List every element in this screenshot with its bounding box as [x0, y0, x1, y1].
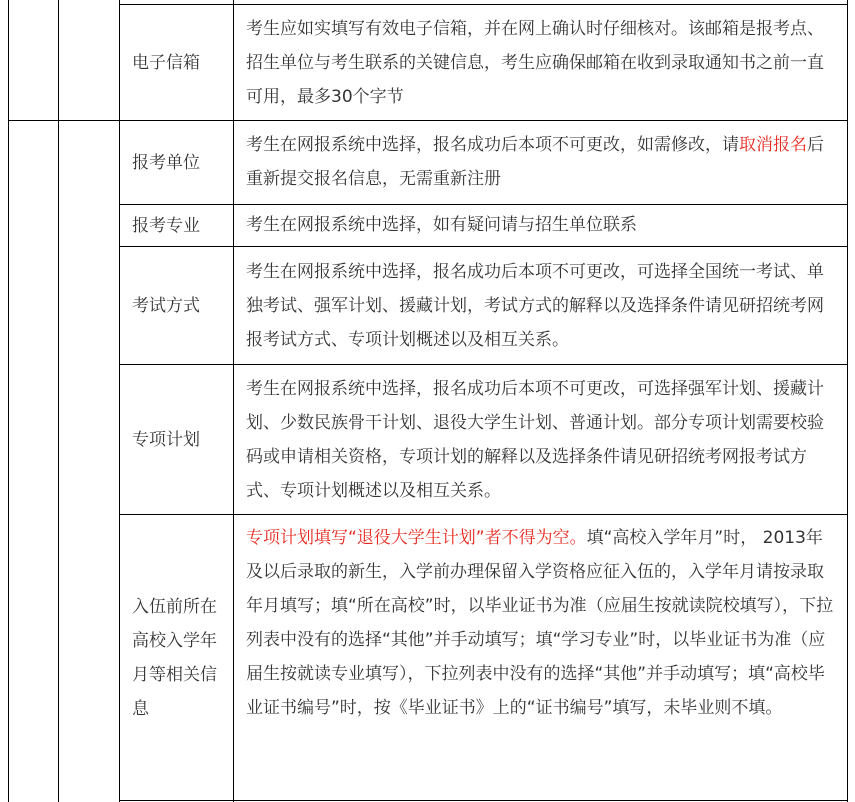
- row-label-pre-enlistment-info: 入伍前所在高校入学年月等相关信息: [132, 596, 217, 719]
- row-content-pre-enlistment-info: 专项计划填写“退役大学生计划”者不得为空。填“高校入学年月”时， 2013年及以后录取的新生，入学前办理保留入学资格应征入伍的，入学年月请按录取年月填写；填“所在高校”时，以毕业证书为准（应届生按就读院校填写），下拉列表中没有的选择“其他”并手动填写；填“学习专业”时，以毕业证书为准（应届生按就读专业填写），下拉列表中没有的选择“其他”并手动填写；填“高校毕业证书编号”时，按《毕业证书》上的“证书编号”填写，未毕业则不填。: [246, 528, 834, 718]
- row-content-unit: 考生在网报系统中选择，报名成功后本项不可更改，如需修改，请取消报名后重新提交报名信息，无需重新注册: [246, 135, 824, 189]
- row-label-exam-method: 考试方式: [132, 295, 200, 316]
- table-row-divider: [119, 800, 848, 801]
- table-row-divider: [119, 514, 848, 515]
- row-content-special-plan: 考生在网报系统中选择，报名成功后本项不可更改，可选择强军计划、援藏计划、少数民族骨干计划、退役大学生计划、普通计划。部分专项计划需要校验码或申请相关资格，专项计划的解释以及选择条件请见研招统考网报考试方式、专项计划概述以及相互关系。: [246, 379, 824, 501]
- row-label-unit: 报考单位: [132, 152, 200, 173]
- cancel-registration-link: 取消报名: [739, 135, 807, 155]
- row-label-special-plan: 专项计划: [132, 429, 200, 450]
- row-content-exam-method: 考生在网报系统中选择，报名成功后本项不可更改，可选择全国统一考试、单独考试、强军计划、援藏计划，考试方式的解释以及选择条件请见研招统考网报考试方式、专项计划概述以及相互关系。: [246, 262, 824, 350]
- row-content-email: 考生应如实填写有效电子信箱，并在网上确认时仔细核对。该邮箱是报考点、招生单位与考生联系的关键信息，考生应确保邮箱在收到录取通知书之前一直可用，最多30个字节: [246, 19, 824, 107]
- row-label-major: 报考专业: [132, 215, 200, 236]
- row-label-email: 电子信箱: [132, 52, 200, 73]
- row-content-major: 考生在网报系统中选择，如有疑问请与招生单位联系: [246, 215, 637, 235]
